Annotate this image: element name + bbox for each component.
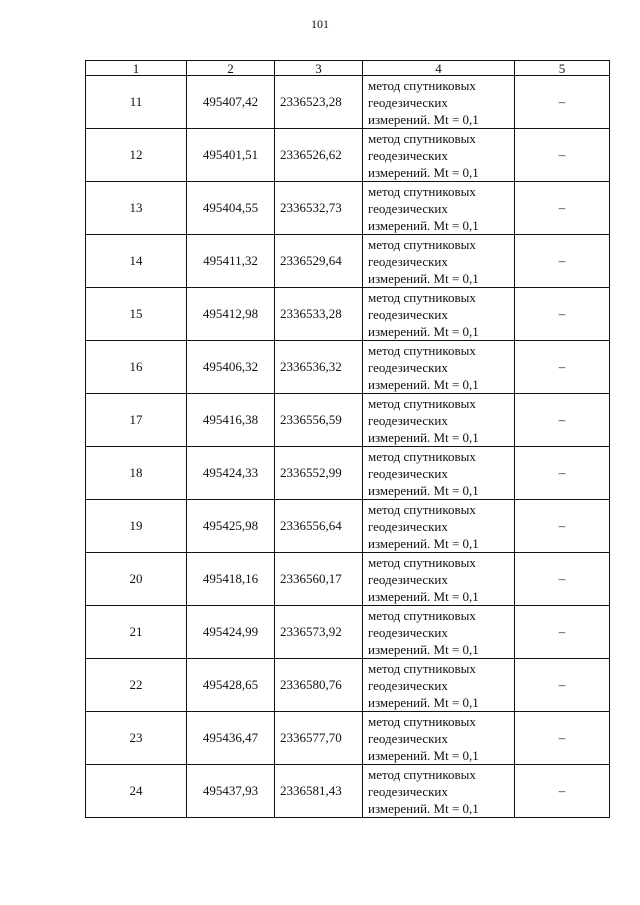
table-row [86, 659, 610, 712]
x-coordinate-cell: 495406,32 [187, 341, 275, 394]
method-cell [363, 659, 515, 712]
y-coordinate-cell: 2336560,17 [275, 553, 363, 606]
table-row [86, 606, 610, 659]
table-row [86, 394, 610, 447]
point-number-cell: 18 [86, 447, 187, 500]
x-coordinate-cell: 495418,16 [187, 553, 275, 606]
method-cell [363, 553, 515, 606]
method-line: метод спутниковых [368, 501, 476, 517]
y-coordinate-cell: 2336533,28 [275, 288, 363, 341]
table-row [86, 182, 610, 235]
page-number: 101 [311, 17, 329, 31]
method-line: метод спутниковых [368, 289, 476, 305]
method-line: геодезических [368, 730, 448, 746]
x-coordinate-cell: 495416,38 [187, 394, 275, 447]
y-coordinate-cell: 2336577,70 [275, 712, 363, 765]
method-line: геодезических [368, 412, 448, 428]
y-coordinate-cell: 2336529,64 [275, 235, 363, 288]
method-line: метод спутниковых [368, 395, 476, 411]
point-number-cell: 19 [86, 500, 187, 553]
method-line: геодезических [368, 94, 448, 110]
column-5-cell: – [515, 500, 610, 553]
y-coordinate-cell: 2336532,73 [275, 182, 363, 235]
x-coordinate-cell: 495437,93 [187, 765, 275, 818]
method-line: метод спутниковых [368, 660, 476, 676]
column-5-cell: – [515, 341, 610, 394]
table-row [86, 765, 610, 818]
method-line: измерений. Mt = 0,1 [368, 588, 479, 604]
column-5-cell: – [515, 76, 610, 129]
method-line: геодезических [368, 253, 448, 269]
point-number-cell: 23 [86, 712, 187, 765]
column-5-cell: – [515, 394, 610, 447]
x-coordinate-cell: 495436,47 [187, 712, 275, 765]
method-line: измерений. Mt = 0,1 [368, 270, 479, 286]
method-cell [363, 182, 515, 235]
method-line: измерений. Mt = 0,1 [368, 800, 479, 816]
y-coordinate-cell: 2336580,76 [275, 659, 363, 712]
method-line: геодезических [368, 783, 448, 799]
x-coordinate-cell: 495401,51 [187, 129, 275, 182]
method-line: измерений. Mt = 0,1 [368, 482, 479, 498]
method-line: метод спутниковых [368, 448, 476, 464]
column-5-cell: – [515, 129, 610, 182]
point-number-cell: 20 [86, 553, 187, 606]
method-line: геодезических [368, 624, 448, 640]
y-coordinate-cell: 2336556,59 [275, 394, 363, 447]
method-line: метод спутниковых [368, 342, 476, 358]
method-line: геодезических [368, 359, 448, 375]
method-line: измерений. Mt = 0,1 [368, 217, 479, 233]
method-cell [363, 712, 515, 765]
column-5-cell: – [515, 553, 610, 606]
header-col-3: 3 [275, 61, 363, 76]
method-cell [363, 129, 515, 182]
point-number-cell: 16 [86, 341, 187, 394]
y-coordinate-cell: 2336556,64 [275, 500, 363, 553]
x-coordinate-cell: 495424,33 [187, 447, 275, 500]
point-number-cell: 22 [86, 659, 187, 712]
header-col-2: 2 [187, 61, 275, 76]
method-cell [363, 500, 515, 553]
column-5-cell: – [515, 712, 610, 765]
method-line: геодезических [368, 571, 448, 587]
method-line: измерений. Mt = 0,1 [368, 164, 479, 180]
column-5-cell: – [515, 765, 610, 818]
method-cell [363, 606, 515, 659]
method-cell [363, 447, 515, 500]
table-row [86, 500, 610, 553]
table-body [86, 76, 610, 818]
x-coordinate-cell: 495412,98 [187, 288, 275, 341]
method-line: метод спутниковых [368, 554, 476, 570]
method-line: измерений. Mt = 0,1 [368, 747, 479, 763]
method-cell [363, 288, 515, 341]
x-coordinate-cell: 495411,32 [187, 235, 275, 288]
method-line: измерений. Mt = 0,1 [368, 641, 479, 657]
table-row [86, 712, 610, 765]
table-row [86, 288, 610, 341]
column-5-cell: – [515, 447, 610, 500]
column-5-cell: – [515, 288, 610, 341]
point-number-cell: 17 [86, 394, 187, 447]
method-line: измерений. Mt = 0,1 [368, 111, 479, 127]
header-col-5: 5 [515, 61, 610, 76]
method-cell [363, 235, 515, 288]
method-cell [363, 76, 515, 129]
y-coordinate-cell: 2336573,92 [275, 606, 363, 659]
x-coordinate-cell: 495425,98 [187, 500, 275, 553]
method-line: измерений. Mt = 0,1 [368, 694, 479, 710]
method-line: метод спутниковых [368, 236, 476, 252]
method-line: метод спутниковых [368, 130, 476, 146]
method-line: метод спутниковых [368, 766, 476, 782]
point-number-cell: 15 [86, 288, 187, 341]
method-line: геодезических [368, 677, 448, 693]
method-line: геодезических [368, 518, 448, 534]
method-line: геодезических [368, 200, 448, 216]
point-number-cell: 12 [86, 129, 187, 182]
y-coordinate-cell: 2336581,43 [275, 765, 363, 818]
method-line: метод спутниковых [368, 607, 476, 623]
point-number-cell: 11 [86, 76, 187, 129]
method-cell [363, 341, 515, 394]
point-number-cell: 24 [86, 765, 187, 818]
table-row [86, 447, 610, 500]
point-number-cell: 21 [86, 606, 187, 659]
method-line: метод спутниковых [368, 183, 476, 199]
method-cell [363, 765, 515, 818]
y-coordinate-cell: 2336523,28 [275, 76, 363, 129]
point-number-cell: 13 [86, 182, 187, 235]
x-coordinate-cell: 495404,55 [187, 182, 275, 235]
y-coordinate-cell: 2336552,99 [275, 447, 363, 500]
method-cell [363, 394, 515, 447]
method-line: геодезических [368, 306, 448, 322]
method-line: метод спутниковых [368, 713, 476, 729]
table-header [86, 61, 610, 76]
column-5-cell: – [515, 182, 610, 235]
method-line: измерений. Mt = 0,1 [368, 323, 479, 339]
column-5-cell: – [515, 606, 610, 659]
method-line: измерений. Mt = 0,1 [368, 535, 479, 551]
method-line: геодезических [368, 465, 448, 481]
table-row [86, 553, 610, 606]
table-row [86, 76, 610, 129]
table-row [86, 129, 610, 182]
column-5-cell: – [515, 659, 610, 712]
y-coordinate-cell: 2336526,62 [275, 129, 363, 182]
header-col-1: 1 [86, 61, 187, 76]
method-line: измерений. Mt = 0,1 [368, 376, 479, 392]
table-row [86, 341, 610, 394]
x-coordinate-cell: 495407,42 [187, 76, 275, 129]
header-col-4: 4 [363, 61, 515, 76]
column-5-cell: – [515, 235, 610, 288]
coordinates-table [85, 60, 610, 818]
x-coordinate-cell: 495428,65 [187, 659, 275, 712]
header-row [86, 61, 610, 76]
method-line: измерений. Mt = 0,1 [368, 429, 479, 445]
y-coordinate-cell: 2336536,32 [275, 341, 363, 394]
table-row [86, 235, 610, 288]
method-line: метод спутниковых [368, 77, 476, 93]
method-line: геодезических [368, 147, 448, 163]
point-number-cell: 14 [86, 235, 187, 288]
x-coordinate-cell: 495424,99 [187, 606, 275, 659]
